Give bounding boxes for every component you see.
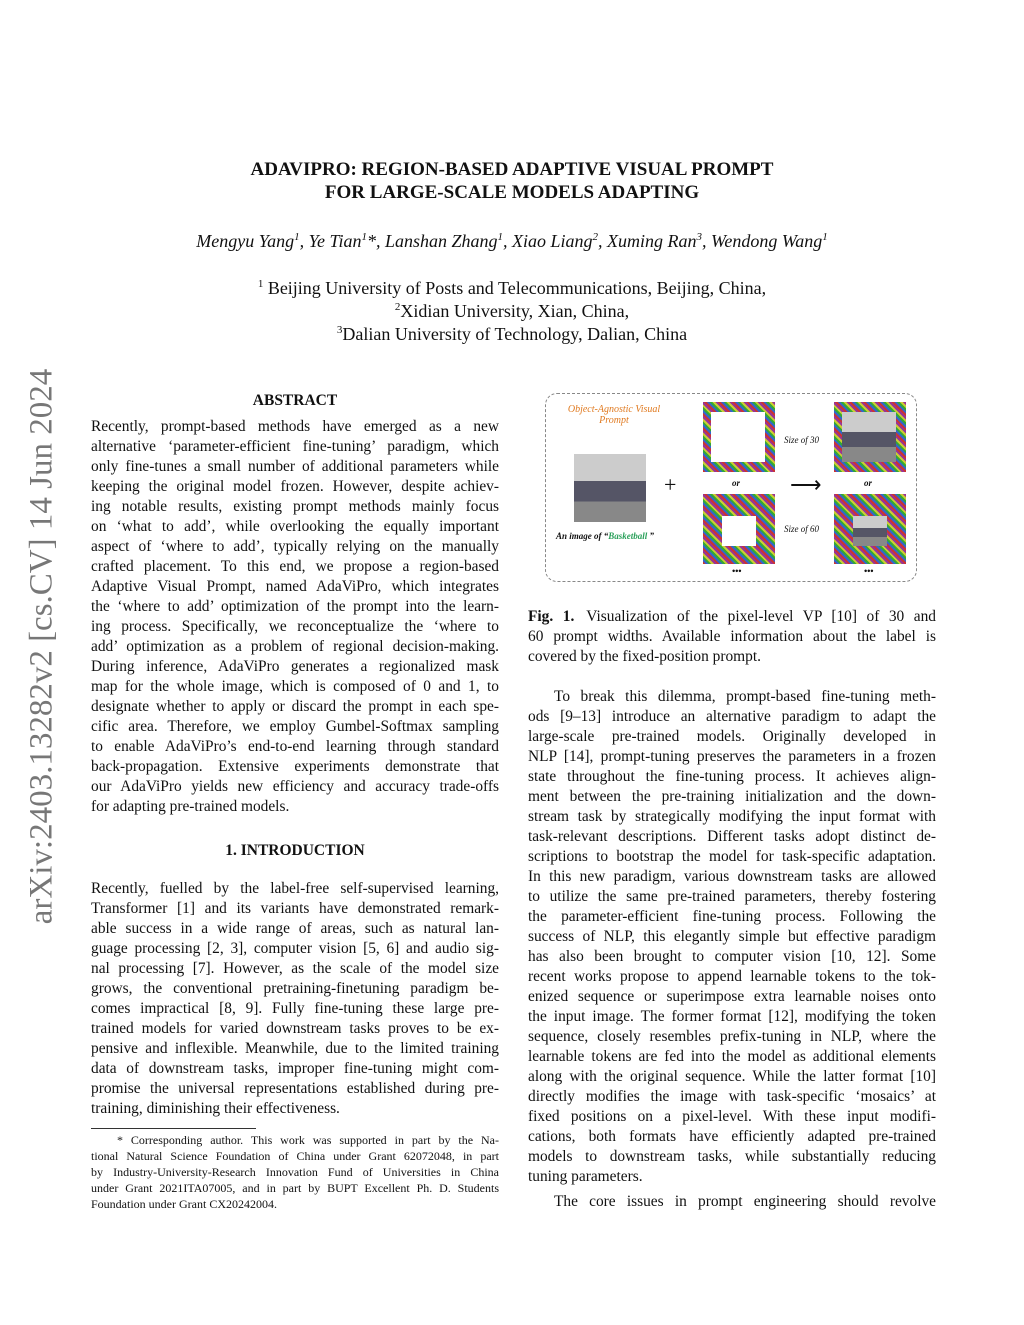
text-line: cific area. Therefore, we employ Gumbel-Softmax sampling bbox=[91, 718, 499, 735]
arrow-icon: ⟶ bbox=[790, 472, 822, 497]
left-column bbox=[91, 392, 499, 1212]
figure-caption bbox=[528, 607, 936, 667]
text-line: along with the original sequence. While the latter format [10] bbox=[528, 1068, 936, 1085]
right-column bbox=[528, 607, 936, 1212]
result-size-60 bbox=[834, 494, 906, 564]
text-line: sequence, closely resembles prefix-tuning in NLP, where the bbox=[528, 1028, 936, 1045]
abstract-heading: ABSTRACT bbox=[252, 392, 338, 409]
ellipsis: ••• bbox=[732, 566, 742, 576]
text-line: nal processing [7]. However, as the scale of the model size bbox=[91, 960, 499, 977]
author-affiliation-sup: 3 bbox=[696, 231, 703, 243]
author bbox=[385, 231, 503, 251]
or-label: or bbox=[732, 478, 741, 488]
text-line: Foundation under Grant CX20242004. bbox=[91, 1197, 277, 1211]
text-line: Transformer [1] and its variants have demonstrated remark- bbox=[91, 900, 499, 917]
author-affiliation-sup: 1 bbox=[361, 231, 367, 243]
text-line: Recently, prompt-based methods have emerged as a new bbox=[91, 418, 499, 435]
text-line: 60 prompt widths. Available information about the label is bbox=[528, 628, 936, 645]
image-label-class: Basketball bbox=[608, 531, 648, 541]
text-line: In this new paradigm, various downstream tasks are allowed bbox=[528, 868, 936, 885]
text-line: our AdaViPro yields new efficiency and accuracy trade-offs bbox=[91, 778, 499, 795]
text-line: grows, the conventional pretraining-finetuning paradigm be- bbox=[91, 980, 499, 997]
text-line: by Industry-University-Research Innovation Fund of Universities in China bbox=[91, 1165, 499, 1179]
author-affiliation-sup: 1 bbox=[294, 231, 300, 243]
text-line: ing notable results, existing prompt methods mainly focus bbox=[91, 498, 499, 515]
paper-title-line-1: ADAVIPRO: REGION-BASED ADAPTIVE VISUAL PROMPT bbox=[250, 159, 774, 180]
author bbox=[512, 231, 598, 251]
text-line: models to downstream tasks, while substantially reducing bbox=[528, 1148, 936, 1165]
text-line: to enable AdaViPro’s end-to-end learning through standard bbox=[91, 738, 499, 755]
text-line: tional Natural Science Foundation of China under Grant 62072048, in part bbox=[91, 1149, 499, 1163]
text-line: Adaptive Visual Prompt, named AdaViPro, which integrates bbox=[91, 578, 499, 595]
text-line: training, diminishing their effectiveness. bbox=[91, 1100, 340, 1117]
author-affiliation-sup: 1 bbox=[822, 231, 828, 243]
text-line: add’ optimization as a problem of regional decision-making. bbox=[91, 638, 499, 655]
author-name: Wendong Wang bbox=[711, 231, 823, 251]
affiliation-2 bbox=[0, 301, 1024, 322]
text-line: back-propagation. Extensive experiments demonstrate that bbox=[91, 758, 499, 775]
text-line: trained models for varied downstream tasks proves to be ex- bbox=[91, 1020, 499, 1037]
right-paragraph-2 bbox=[528, 1192, 936, 1212]
author-name: Lanshan Zhang bbox=[384, 231, 498, 251]
text-line: During inference, AdaViPro generates a regionalized mask bbox=[91, 658, 499, 675]
affiliation-sup: 3 bbox=[336, 324, 343, 336]
text-line: stream task by strategically modifying the input format with bbox=[528, 808, 936, 825]
right-paragraph bbox=[528, 687, 936, 1187]
text-line: only fine-tunes a small number of additional parameters while bbox=[91, 458, 499, 475]
author-list: Mengyu Yang$^1$, Ye Tian$^1$*, Lanshan Zhang$^1$, Xiao Liang$^2$, Xuming Ran$^3$, Wendong Wang$^1$ bbox=[196, 231, 828, 251]
author-name: Xuming Ran bbox=[607, 231, 697, 251]
text-line: promise the universal representations established during pre- bbox=[91, 1080, 499, 1097]
text-line: the parameter-efficient fine-tuning process. Following the bbox=[528, 908, 936, 925]
affiliation-sup: 2 bbox=[394, 301, 401, 313]
plus-sign: + bbox=[664, 472, 677, 497]
affiliation-1 bbox=[0, 278, 1024, 299]
text-line: Recently, fuelled by the label-free self-supervised learning, bbox=[91, 880, 499, 897]
text-line: map for the whole image, which is composed of 0 and 1, to bbox=[91, 678, 499, 695]
or-label: or bbox=[864, 478, 873, 488]
text-line: fixed positions on a pixel-level. With these input modifi- bbox=[528, 1108, 936, 1125]
text-line: NLP [14], prompt-tuning preserves the parameters in a frozen bbox=[528, 748, 936, 765]
abstract-body bbox=[91, 417, 499, 817]
affiliation-text: Xidian University, Xian, China, bbox=[400, 301, 630, 321]
size-60-label: Size of 60 bbox=[784, 524, 819, 534]
affiliation-text: Dalian University of Technology, Dalian, China bbox=[342, 324, 688, 344]
text-line: recent works propose to append learnable tokens to the tok- bbox=[528, 968, 936, 985]
text-line: the input image. The former format [12], modifying the token bbox=[528, 1008, 936, 1025]
author bbox=[711, 231, 828, 251]
footnote bbox=[91, 1132, 499, 1212]
basketball-image bbox=[574, 454, 646, 522]
ellipsis: ••• bbox=[864, 566, 874, 576]
affiliation-text: Beijing University of Posts and Telecommunications, Beijing, China, bbox=[263, 278, 767, 298]
text-line: learnable tokens are fed into the model as additional elements bbox=[528, 1048, 936, 1065]
text-line: covered by the fixed-position prompt. bbox=[528, 648, 761, 665]
text-line: able success in a wide range of areas, such as natural lan- bbox=[91, 920, 499, 937]
text-line: under Grant 2021ITA07005, and in part by BUPT Excellent Ph. D. Students bbox=[91, 1181, 499, 1195]
text-line: large-scale pre-trained models. Originally developed in bbox=[528, 728, 936, 745]
affiliation-sup: 1 bbox=[257, 278, 264, 290]
text-line: * Corresponding author. This work was supported in part by the Na- bbox=[117, 1133, 499, 1147]
author-name: Mengyu Yang bbox=[196, 231, 295, 251]
image-label bbox=[556, 531, 696, 541]
text-line: success of NLP, this elegantly simple but effective paradigm bbox=[528, 928, 936, 945]
text-line: to utilize the same pre-trained parameters, thereby fostering bbox=[528, 888, 936, 905]
text-line: ods [9–13] introduce an alternative paradigm to adapt the bbox=[528, 708, 936, 725]
text-line: state throughout the fine-tuning process. It achieves align- bbox=[528, 768, 936, 785]
size-30-label: Size of 30 bbox=[784, 435, 819, 445]
prompt-size-60 bbox=[703, 494, 775, 564]
text-line: has also been brought to computer vision [10, 12]. Some bbox=[528, 948, 936, 965]
text-line: designate whether to apply or discard the prompt in each spe- bbox=[91, 698, 499, 715]
text-line: the ‘where to add’ optimization of the prompt into the learn- bbox=[91, 598, 499, 615]
text-line: task-relevant descriptions. Different tasks adopt distinct de- bbox=[528, 828, 936, 845]
text-line: aspect of ‘where to add’, typically relying on the manually bbox=[91, 538, 499, 555]
text-line: cations, both formats have efficiently adapted pre-trained bbox=[528, 1128, 936, 1145]
author bbox=[607, 231, 702, 251]
prompt-label: Object-Agnostic Visual Prompt bbox=[567, 404, 661, 426]
author-affiliation-sup: 2 bbox=[592, 231, 599, 243]
text-line: for adapting pre-trained models. bbox=[91, 798, 290, 815]
text-line: scriptions to bootstrap the model for task-specific adaptation. bbox=[528, 848, 936, 865]
text-line: ing process. Specifically, we reconceptualize the ‘where to bbox=[91, 618, 499, 635]
author-name: Ye Tian bbox=[308, 231, 362, 251]
text-line: alternative ‘parameter-efficient fine-tuning’ paradigm, which bbox=[91, 438, 499, 455]
text-line: guage processing [2, 3], computer vision [5, 6] and audio sig- bbox=[91, 940, 499, 957]
image-label-suffix: ” bbox=[647, 531, 655, 541]
figure-1 bbox=[545, 393, 917, 582]
author bbox=[309, 231, 376, 251]
affiliation-3 bbox=[0, 324, 1024, 345]
image-label-prefix: An image of “ bbox=[556, 531, 609, 541]
text-line: directly modifies the image with task-specific ‘mosaics’ at bbox=[528, 1088, 936, 1105]
text-line: pensive and inflexible. Meanwhile, due to the limited training bbox=[91, 1040, 499, 1057]
caption-text: Visualization of the pixel-level VP [10] of 30 and bbox=[586, 608, 936, 625]
paper-title-line-2: FOR LARGE-SCALE MODELS ADAPTING bbox=[324, 182, 700, 203]
text-line: tuning parameters. bbox=[528, 1168, 643, 1185]
introduction-heading: 1. INTRODUCTION bbox=[225, 842, 365, 859]
text-line: To break this dilemma, prompt-based fine-tuning meth- bbox=[554, 688, 936, 705]
text-line: on ‘what to add’, while overlooking the equally important bbox=[91, 518, 499, 535]
corresponding-mark: * bbox=[366, 231, 376, 251]
text-line: The core issues in prompt engineering should revolve bbox=[554, 1193, 936, 1210]
text-line: data of downstream tasks, improper fine-tuning might com- bbox=[91, 1060, 499, 1077]
text-line: enized sequence or superimpose extra learnable noises onto bbox=[528, 988, 936, 1005]
author-name: Xiao Liang bbox=[512, 231, 593, 251]
text-line: comes impractical [8, 9]. Fully fine-tuning these large pre- bbox=[91, 1000, 499, 1017]
text-line: keeping the original model frozen. However, despite achiev- bbox=[91, 478, 499, 495]
result-size-30 bbox=[834, 402, 906, 472]
caption-label: Fig. 1. bbox=[528, 608, 575, 625]
author-affiliation-sup: 1 bbox=[497, 231, 504, 243]
text-line: ment between the pre-training initialization and the down- bbox=[528, 788, 936, 805]
arxiv-identifier: arXiv:2403.13282v2 [cs.CV] 14 Jun 2024 bbox=[23, 368, 60, 925]
text-line: crafted placement. To this end, we propose a region-based bbox=[91, 558, 499, 575]
prompt-size-30 bbox=[703, 402, 775, 472]
text-line bbox=[528, 607, 936, 627]
author bbox=[196, 231, 299, 251]
introduction-body bbox=[91, 879, 499, 1119]
